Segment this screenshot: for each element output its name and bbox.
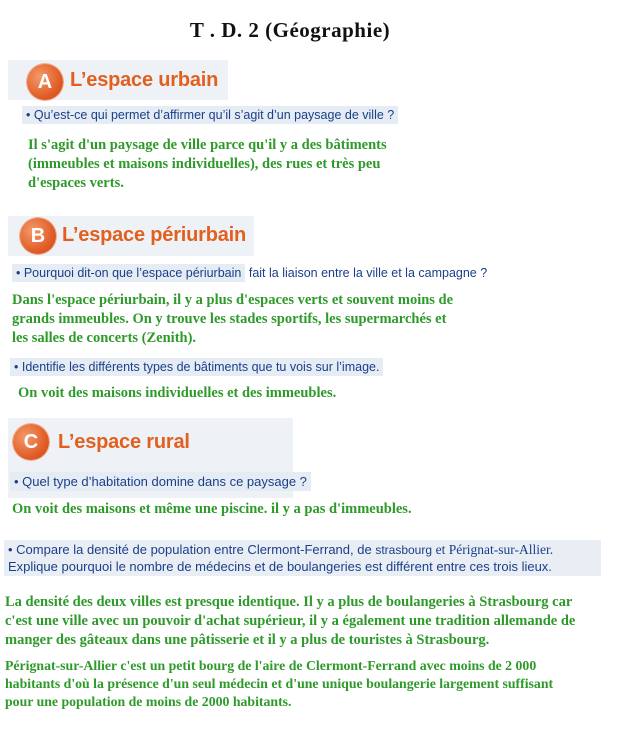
section-c-answer: On voit des maisons et même une piscine. il y a pas d'immeubles. — [12, 501, 412, 517]
section-c-question: • Quel type d’habitation domine dans ce paysage ? — [10, 474, 311, 489]
section-a-heading: L’espace urbain — [70, 69, 219, 91]
section-c-badge: C — [13, 424, 49, 460]
section-b-question-2: • Identifie les différents types de bâtiments que tu vois sur l’image. — [10, 360, 383, 374]
section-c-question-2: • Compare la densité de population entre Clermont-Ferrand, de strasbourg et Pérignat-sur-Allier. — [8, 542, 554, 557]
answer-line: manger des gâteaux dans une pâtisserie et il y a plus de touristes à Strasbourg. — [5, 632, 490, 648]
answer-line: d'espaces verts. — [28, 175, 124, 191]
section-b-heading: L’espace périurbain — [62, 224, 247, 246]
answer-line: c'est une ville avec un pouvoir d'achat supérieur, il y a également une tradition allemande de — [5, 613, 576, 629]
answer-line: Pérignat-sur-Allier c'est un petit bourg de l'aire de Clermont-Ferrand avec moins de 2 000 — [5, 658, 537, 673]
answer-line: Dans l'espace périurbain, il y a plus d'espaces verts et souvent moins de — [12, 292, 454, 308]
section-b-badge: B — [20, 218, 56, 254]
page-title: T . D. 2 (Géographie) — [189, 18, 391, 42]
answer-line: les salles de concerts (Zenith). — [12, 330, 197, 346]
section-c-answer-2 — [5, 593, 575, 650]
section-a-answer — [28, 136, 387, 193]
answer-line: habitants d'où la présence d'un seul médecin et d'une unique boulangerie largement suffisant — [5, 676, 554, 691]
section-a-question: • Qu’est-ce qui permet d’affirmer qu’il s’agit d’un paysage de ville ? — [22, 108, 398, 122]
section-a-badge: A — [27, 64, 63, 100]
section-c-heading: L’espace rural — [58, 431, 190, 453]
section-c-question-2-line-2: Explique pourquoi le nombre de médecins et de boulangeries est différent entre ces trois lieux. — [8, 559, 552, 574]
city-name: et Pérignat-sur-Allier. — [435, 542, 554, 557]
section-b-answer — [12, 291, 453, 348]
answer-line: Il s'agit d'un paysage de ville parce qu'il y a des bâtiments — [28, 137, 387, 153]
city-name: strasbourg — [375, 543, 433, 557]
answer-line: pour une population de moins de 2000 habitants. — [5, 694, 292, 709]
answer-line: (immeubles et maisons individuelles), des rues et très peu — [28, 156, 381, 172]
section-b-question: • Pourquoi dit-on que l’espace périurbain fait la liaison entre la ville et la campagne ? — [12, 266, 487, 280]
section-c-answer-3 — [5, 657, 553, 711]
section-b-answer-2: On voit des maisons individuelles et des immeubles. — [18, 385, 337, 401]
answer-line: La densité des deux villes est presque identique. Il y a plus de boulangeries à Strasbourg car — [5, 594, 573, 610]
answer-line: grands immeubles. On y trouve les stades sportifs, les supermarchés et — [12, 311, 447, 327]
